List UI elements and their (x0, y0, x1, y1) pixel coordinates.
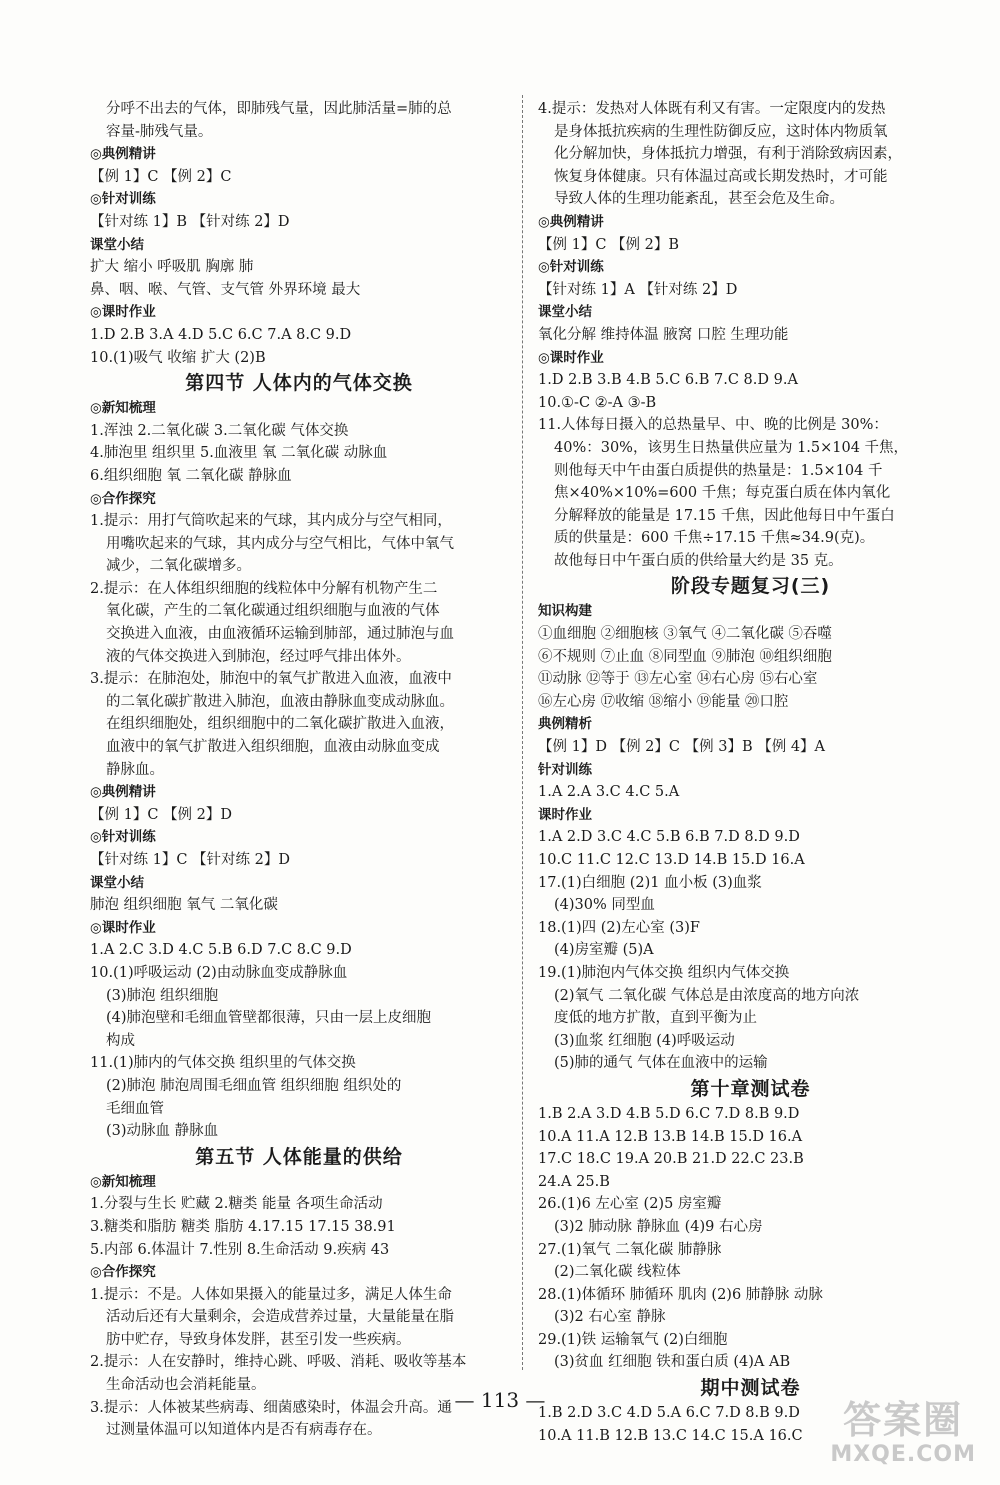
answer-line: (2)氧气 二氧化碳 气体总是由浓度高的地方向浓 (554, 987, 860, 1004)
answer-line: 用嘴吹起来的气球，其内成分与空气相比，气体中氧气 (106, 535, 454, 552)
answer-line: (3)2 右心室 静脉 (554, 1309, 666, 1326)
answer-line: 6.组织细胞 氧 二氧化碳 静脉血 (90, 467, 292, 484)
answer-line: 1.A 2.C 3.D 4.C 5.B 6.D 7.C 8.C 9.D (90, 942, 352, 959)
answer-line: 交换进入血液，由血液循环运输到肺部，通过肺泡与血 (106, 626, 454, 643)
answer-line: 氧化分解 维持体温 腋窝 口腔 生理功能 (538, 326, 789, 343)
section-title: 第十章测试卷 (690, 1077, 811, 1100)
answer-line: 1.A 2.A 3.C 4.C 5.A (538, 784, 680, 801)
answer-line: 40%：30%，该男生日热量供应量为 1.5×104 千焦， (554, 439, 909, 456)
answer-line: 液的气体交换进入到肺泡，经过呼气排出体外。 (106, 648, 411, 665)
subsection-heading: 课堂小结 (90, 236, 144, 253)
answer-line: 鼻、咽、喉、气管、支气管 外界环境 最大 (90, 281, 361, 298)
answer-line: 质的供量是：600 千焦÷17.15 千焦≈34.9(克)。 (554, 530, 875, 547)
answer-line: 10.A 11.A 12.B 13.B 14.B 15.D 16.A (538, 1128, 803, 1145)
answer-line: 静脉血。 (106, 761, 164, 778)
subsection-heading: 课堂小结 (90, 874, 144, 891)
section-title: 第四节 人体内的气体交换 (185, 372, 413, 395)
section-title: 第五节 人体能量的供给 (195, 1145, 403, 1168)
answer-line: 【针对练 1】B 【针对练 2】D (90, 213, 290, 230)
subsection-heading: ◎合作探究 (90, 1264, 156, 1281)
answer-line: 17.(1)白细胞 (2)1 血小板 (3)血浆 (538, 874, 762, 891)
answer-line: 毛细血管 (106, 1100, 164, 1117)
answer-line: (3)2 肺动脉 静脉血 (4)9 右心房 (554, 1218, 763, 1235)
answer-line: 1.B 2.A 3.D 4.B 5.D 6.C 7.D 8.B 9.D (538, 1105, 800, 1122)
answer-line: 4.提示：发热对人体既有利又有害。一定限度内的发热 (538, 101, 886, 117)
answer-line: 19.(1)肺泡内气体交换 组织内气体交换 (538, 964, 790, 981)
answer-line: 5.内部 6.体温计 7.性别 8.生命活动 9.疾病 43 (90, 1241, 390, 1258)
section-title: 阶段专题复习(三) (670, 575, 831, 598)
subsection-heading: ◎典例精讲 (538, 213, 604, 230)
answer-line: 3.提示：在肺泡处，肺泡中的氧气扩散进入血液，血液中 (90, 671, 452, 688)
subsection-heading: ◎针对训练 (90, 829, 156, 846)
answer-line: 【针对练 1】A 【针对练 2】D (538, 281, 738, 298)
answer-line: (4)30% 同型血 (554, 897, 655, 914)
answer-line: 18.(1)四 (2)左心室 (3)F (538, 919, 700, 936)
answer-line: ⑯左心房 ⑰收缩 ⑱缩小 ⑲能量 ⑳口腔 (538, 693, 789, 710)
subsection-heading: 课时作业 (538, 806, 592, 823)
answer-line: 17.C 18.C 19.A 20.B 21.D 22.C 23.B (538, 1151, 804, 1168)
subsection-heading: 典例精析 (538, 716, 592, 733)
answer-line: 1.提示：不是。人体如果摄入的能量过多，满足人体生命 (90, 1286, 452, 1303)
subsection-heading: ◎新知梳理 (90, 400, 156, 417)
answer-line: 10.C 11.C 12.C 13.D 14.B 15.D 16.A (538, 852, 805, 868)
watermark-url: MXQE.COM (830, 1442, 976, 1467)
watermark-logo-text: 答案圈 (843, 1398, 964, 1442)
answer-line: 【例 1】C 【例 2】D (90, 806, 232, 823)
answer-line: 1.D 2.B 3.A 4.D 5.C 6.C 7.A 8.C 9.D (90, 326, 352, 343)
answer-line: 11.(1)肺内的气体交换 组织里的气体交换 (90, 1055, 356, 1072)
answer-line: ⑥不规则 ⑦止血 ⑧同型血 ⑨肺泡 ⑩组织细胞 (538, 648, 832, 665)
answer-line: 3.提示：人体被某些病毒、细菌感染时，体温会升高。通 (90, 1399, 452, 1416)
section-title: 期中测试卷 (700, 1377, 801, 1400)
subsection-heading: ◎合作探究 (90, 490, 156, 507)
answer-line: 【例 1】C 【例 2】C (90, 168, 232, 185)
answer-line: 肺泡 组织细胞 氧气 二氧化碳 (90, 897, 278, 914)
answer-line: 恢复身体健康。只有体温过高或长期发热时，才可能 (554, 168, 888, 185)
answer-line: (3)动脉血 静脉血 (106, 1123, 219, 1140)
answer-line: 则他每天中午由蛋白质提供的热量是：1.5×104 千 (554, 462, 883, 479)
answer-line: 活动后还有大量剩余，会造成营养过量，大量能量在脂 (106, 1309, 454, 1326)
subsection-heading: 针对训练 (538, 761, 592, 778)
answer-line: 血液中的氧气扩散进入组织细胞，血液由动脉血变成 (106, 739, 440, 756)
answer-line: 【针对练 1】C 【针对练 2】D (90, 852, 290, 868)
answer-line: (3)肺泡 组织细胞 (106, 987, 219, 1004)
subsection-heading: ◎针对训练 (538, 259, 604, 276)
right-column (538, 98, 963, 1447)
answer-line: ①血细胞 ②细胞核 ③氧气 ④二氧化碳 ⑤吞噬 (538, 626, 832, 643)
answer-line: 1.B 2.D 3.C 4.D 5.A 6.C 7.D 8.B 9.D (538, 1405, 800, 1422)
answer-line: 27.(1)氧气 二氧化碳 肺静脉 (538, 1241, 722, 1258)
answer-line: (4)肺泡壁和毛细血管壁都很薄，只由一层上皮细胞 (106, 1010, 432, 1027)
answer-line: 1.D 2.B 3.B 4.B 5.C 6.B 7.C 8.D 9.A (538, 372, 798, 389)
answer-line: (2)二氧化碳 线粒体 (554, 1264, 681, 1281)
answer-line: 1.浑浊 2.二氧化碳 3.二氧化碳 气体交换 (90, 422, 349, 439)
answer-line: 1.分裂与生长 贮藏 2.糖类 能量 各项生命活动 (90, 1196, 383, 1213)
answer-line: 24.A 25.B (538, 1173, 610, 1190)
answer-line: 10.(1)吸气 收缩 扩大 (2)B (90, 349, 266, 366)
answer-line: 1.提示：用打气筒吹起来的气球，其内成分与空气相同， (90, 513, 452, 530)
answer-line: 2.提示：人在安静时，维持心跳、呼吸、消耗、吸收等基本 (90, 1354, 467, 1371)
answer-line: 氧化碳，产生的二氧化碳通过组织细胞与血液的气体 (106, 603, 440, 620)
subsection-heading: 课堂小结 (538, 304, 592, 321)
answer-line: 故他每日中午蛋白质的供给量大约是 35 克。 (554, 552, 843, 569)
answer-line: 11.人体每日摄入的总热量早、中、晚的比例是 30%： (538, 417, 888, 434)
answer-line: 构成 (106, 1032, 135, 1049)
answer-line: 26.(1)6 左心室 (2)5 房室瓣 (538, 1196, 722, 1213)
answer-line: 分解释放的能量是 17.15 千焦，因此他每日中午蛋白 (554, 507, 895, 524)
answer-line: (2)肺泡 肺泡周围毛细血管 组织细胞 组织处的 (106, 1077, 402, 1094)
subsection-heading: ◎课时作业 (538, 349, 604, 366)
answer-line: 扩大 缩小 呼吸肌 胸廓 肺 (90, 259, 254, 276)
subsection-heading: ◎课时作业 (90, 919, 156, 936)
answer-line: 化分解加快，身体抵抗力增强，有利于消除致病因素， (554, 146, 902, 163)
answer-line: (5)肺的通气 气体在血液中的运输 (554, 1055, 768, 1072)
answer-line: 过测量体温可以知道体内是否有病毒存在。 (106, 1422, 382, 1439)
subsection-heading: 知识构建 (538, 603, 592, 620)
answer-line: 的二氧化碳扩散进入肺泡，血液由静脉血变成动脉血。 (106, 693, 454, 710)
answer-line: 3.糖类和脂肪 糖类 脂肪 4.17.15 17.15 38.91 (90, 1218, 396, 1235)
answer-line: (4)房室瓣 (5)A (554, 942, 654, 959)
answer-line: 10.(1)呼吸运动 (2)由动脉血变成静脉血 (90, 964, 348, 981)
answer-line: ⑪动脉 ⑫等于 ⑬左心室 ⑭右心房 ⑮右心室 (538, 671, 818, 688)
answer-line: (3)血浆 红细胞 (4)呼吸运动 (554, 1032, 735, 1049)
subsection-heading: ◎新知梳理 (90, 1173, 156, 1190)
subsection-heading: ◎典例精讲 (90, 784, 156, 801)
left-column (90, 98, 508, 1442)
answer-line: (3)贫血 红细胞 铁和蛋白质 (4)A AB (554, 1354, 791, 1371)
subsection-heading: ◎典例精讲 (90, 146, 156, 163)
answer-line: 减少，二氧化碳增多。 (106, 558, 251, 575)
watermark-logo (830, 1398, 976, 1467)
answer-line: 10.①-C ②-A ③-B (538, 394, 657, 411)
answer-line: 29.(1)铁 运输氧气 (2)白细胞 (538, 1331, 728, 1348)
answer-line: 【例 1】D 【例 2】C 【例 3】B 【例 4】A (538, 739, 826, 756)
answer-line: 导致人体的生理功能紊乱，甚至会危及生命。 (554, 191, 844, 208)
answer-line: 焦×40%×10%=600 千焦；每克蛋白质在体内氧化 (554, 485, 891, 502)
page-number: — 113 — (454, 1388, 546, 1412)
answer-line: 10.A 11.B 12.B 13.C 14.C 15.A 16.C (538, 1427, 803, 1444)
answer-line: 【例 1】C 【例 2】B (538, 236, 680, 253)
answer-line: 是身体抵抗疾病的生理性防御反应，这时体内物质氧 (554, 123, 888, 140)
answer-line: 肪中贮存，导致身体发胖，甚至引发一些疾病。 (106, 1331, 411, 1348)
answer-line: 度低的地方扩散，直到平衡为止 (554, 1010, 757, 1027)
answer-line: 28.(1)体循环 肺循环 肌肉 (2)6 肺静脉 动脉 (538, 1286, 823, 1303)
answer-line: 生命活动也会消耗能量。 (106, 1377, 266, 1394)
answer-line: 4.肺泡里 组织里 5.血液里 氧 二氧化碳 动脉血 (90, 445, 388, 462)
answer-line: 1.A 2.D 3.C 4.C 5.B 6.B 7.D 8.D 9.D (538, 829, 800, 846)
answer-line: 2.提示：在人体组织细胞的线粒体中分解有机物产生二 (90, 580, 438, 597)
subsection-heading: ◎课时作业 (90, 304, 156, 321)
column-divider (522, 95, 523, 1370)
answer-line: 分呼不出去的气体，即肺残气量，因此肺活量=肺的总 (106, 101, 452, 117)
subsection-heading: ◎针对训练 (90, 191, 156, 208)
answer-line: 容量-肺残气量。 (106, 123, 213, 140)
answer-line: 在组织细胞处，组织细胞中的二氧化碳扩散进入血液， (106, 716, 454, 733)
